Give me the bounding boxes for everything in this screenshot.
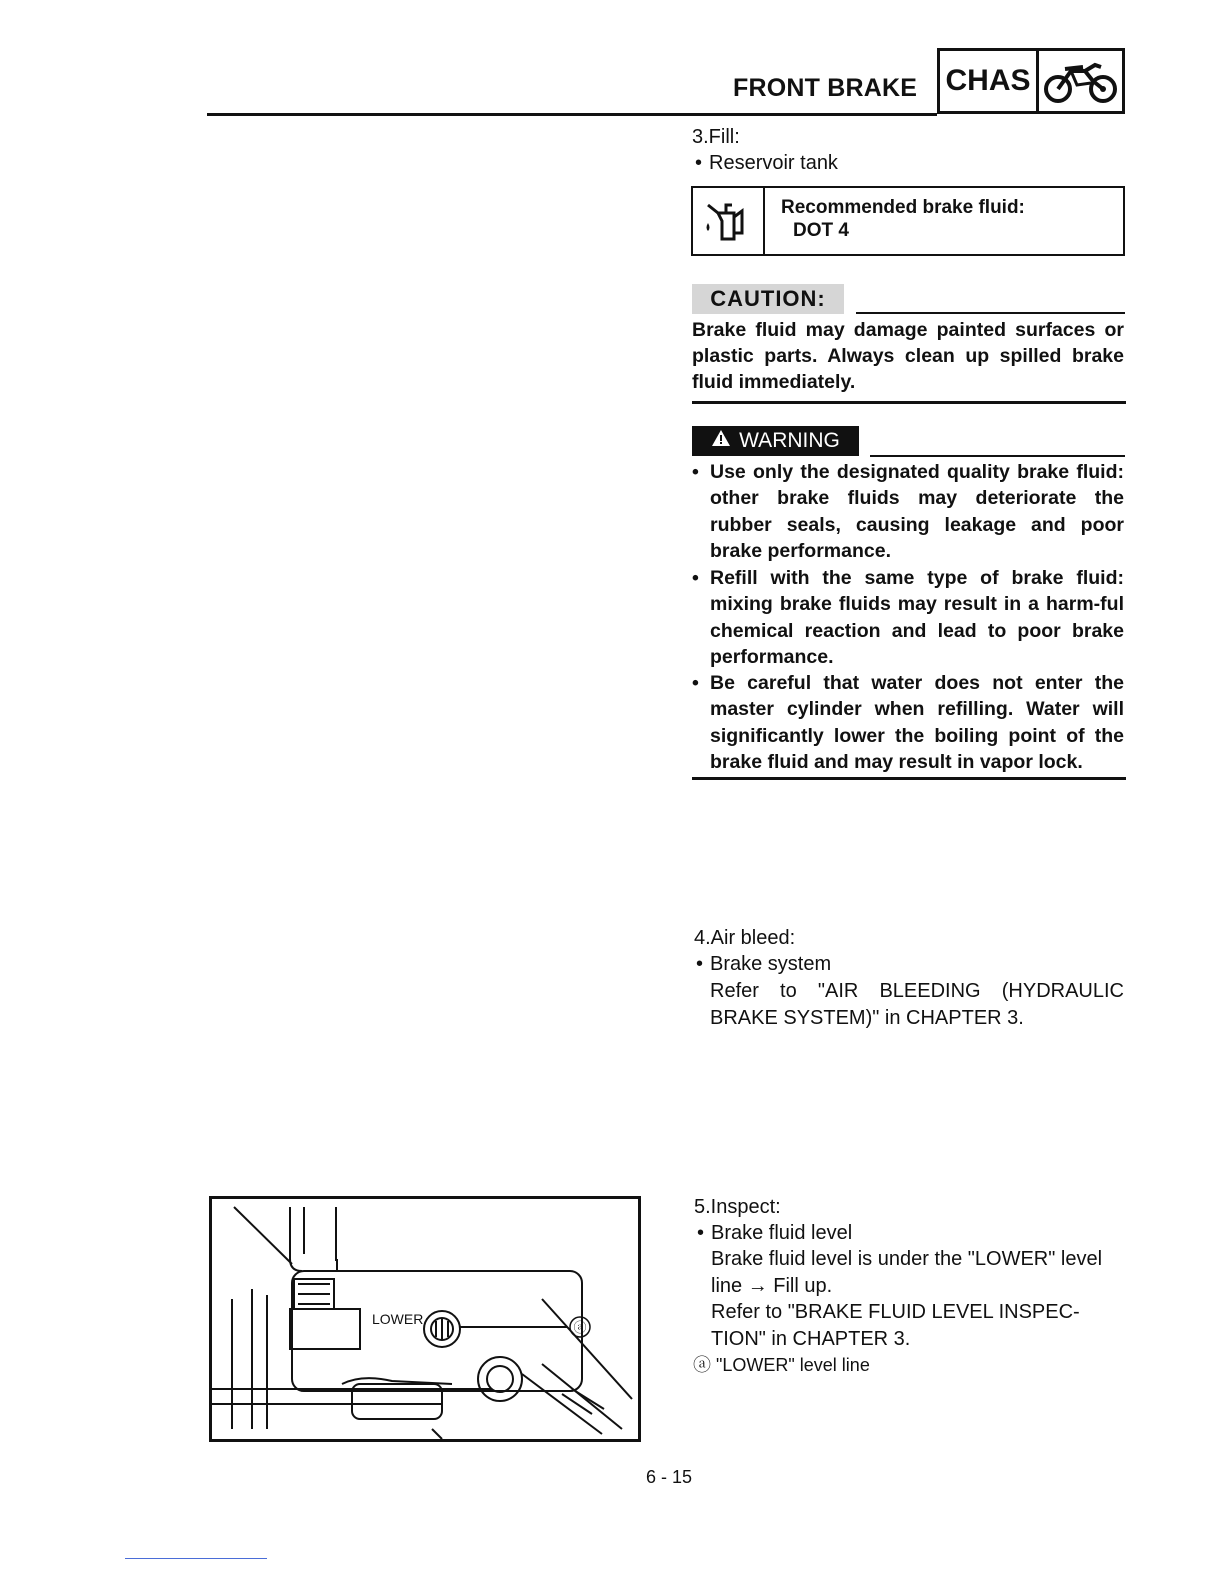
caution-end-rule <box>692 401 1126 404</box>
warning-item: • Use only the designated quality brake fluid: other brake fluids may deteriorate the rubber seals, causing leakage and poor brake performance. <box>710 459 1124 564</box>
spec-box <box>691 186 1125 256</box>
step-inspect-bullet: • Brake fluid level <box>711 1220 852 1246</box>
caution-badge: CAUTION: <box>692 284 844 314</box>
figure-lower-label: LOWER <box>372 1311 424 1327</box>
warning-badge <box>692 426 859 456</box>
page-title: FRONT BRAKE <box>733 74 918 102</box>
warning-label: WARNING <box>739 429 840 452</box>
section-badge <box>937 48 1125 114</box>
page-number: 6 - 15 <box>646 1467 693 1487</box>
step-inspect-label: 5.Inspect: <box>694 1196 781 1218</box>
step-air-bleed-bullet: • Brake system <box>710 951 831 977</box>
figure-brake-reservoir <box>209 1196 641 1442</box>
spec-value: DOT 4 <box>793 220 849 241</box>
step-inspect-text-1: Brake fluid level is under the "LOWER" level line → Fill up. <box>711 1248 1103 1297</box>
step-fill-bullet: • Reservoir tank <box>709 150 838 176</box>
step-fill-label: 3.Fill: <box>692 126 740 148</box>
header-rule <box>207 113 937 116</box>
step-air-bleed-text: Refer to "AIR BLEEDING (HYDRAULIC BRAKE SYSTEM)" in CHAPTER 3. <box>710 980 1124 1029</box>
caution-rule <box>856 312 1125 314</box>
figure-callout: ⓐ <box>573 1320 587 1335</box>
figure-drawing <box>212 1199 638 1439</box>
warning-item: • Be careful that water does not enter the master cylinder when refilling. Water will significantly lower the boiling point of the brake fluid and may result in vapor lock. <box>710 670 1124 775</box>
step-inspect-text-2: Refer to "BRAKE FLUID LEVEL INSPEC-TION" in CHAPTER 3. <box>711 1301 1080 1350</box>
figure-legend: ⓐ "LOWER" level line <box>693 1355 870 1375</box>
warning-rule <box>870 455 1125 457</box>
spec-text <box>765 188 1025 254</box>
step-air-bleed-label: 4.Air bleed: <box>694 927 796 949</box>
caution-text: Brake fluid may damage painted surfaces or plastic parts. Always clean up spilled brake fluid immediately. <box>692 319 1124 393</box>
spec-label: Recommended brake fluid: <box>781 197 1025 218</box>
bottom-divider <box>125 1558 267 1559</box>
warning-item: • Refill with the same type of brake fluid: mixing brake fluids may result in a harm-ful chemical reaction and lead to poor brake performance. <box>710 565 1124 670</box>
section-badge-label: CHAS <box>940 51 1039 111</box>
oil-can-icon <box>693 188 765 254</box>
warning-triangle-icon <box>711 429 731 453</box>
motorcycle-icon <box>1039 51 1122 111</box>
warning-end-rule <box>692 777 1126 780</box>
